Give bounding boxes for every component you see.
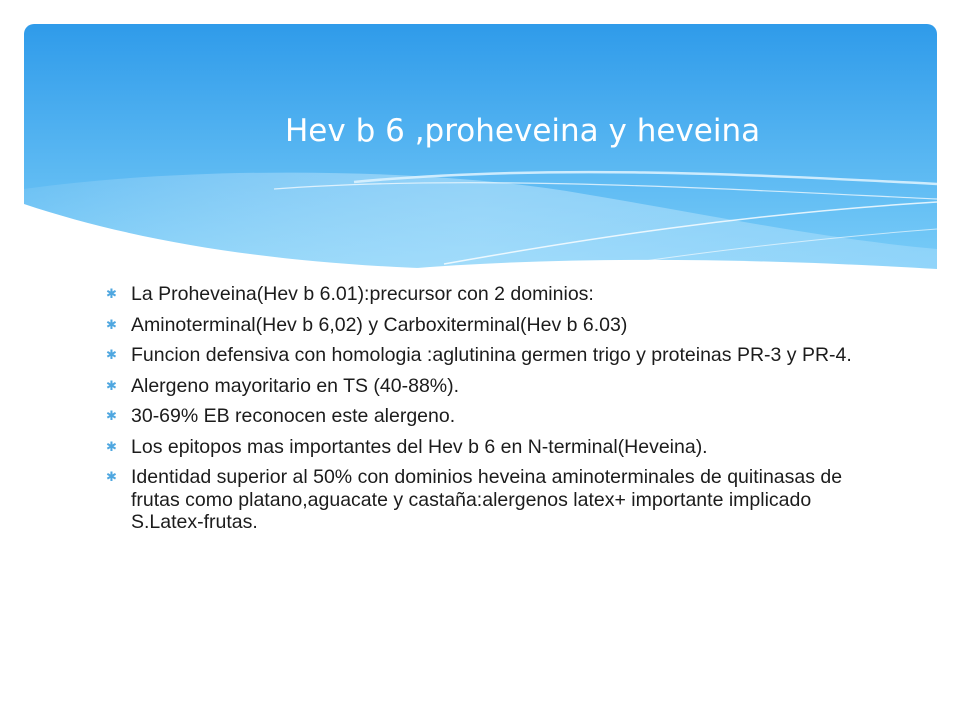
slide-title: Hev b 6 ,proheveina y heveina xyxy=(285,113,761,149)
list-item xyxy=(106,344,886,367)
bullet-text: Los epitopos mas importantes del Hev b 6 en N-terminal(Heveina). xyxy=(131,435,708,458)
bullet-text: La Proheveina(Hev b 6.01):precursor con 2 dominios: xyxy=(131,283,594,305)
asterisk-icon: ✱ xyxy=(106,470,117,485)
list-item xyxy=(106,466,886,534)
list-item xyxy=(106,405,886,428)
bullet-text: 30-69% EB reconocen este alergeno. xyxy=(131,405,456,427)
list-item xyxy=(106,314,886,337)
bullet-text: Alergeno mayoritario en TS (40-88%). xyxy=(131,374,460,397)
list-item xyxy=(106,375,886,398)
asterisk-icon: ✱ xyxy=(106,378,117,394)
bullet-text: Funcion defensiva con homologia :aglutinina germen trigo y proteinas PR-3 y PR-4. xyxy=(131,344,852,366)
asterisk-icon: ✱ xyxy=(106,317,117,333)
list-item xyxy=(106,436,886,459)
asterisk-icon: ✱ xyxy=(106,439,117,455)
list-item xyxy=(106,283,886,306)
asterisk-icon: ✱ xyxy=(106,287,117,302)
asterisk-icon: ✱ xyxy=(106,348,117,363)
bullet-list xyxy=(106,283,886,542)
bullet-text: Identidad superior al 50% con dominios heveina aminoterminales de quitinasas de frutas como platano,aguacate y castaña:alergenos latex+ importante implicado S.Latex-frutas. xyxy=(131,466,843,533)
bullet-text: Aminoterminal(Hev b 6,02) y Carboxiterminal(Hev b 6.03) xyxy=(131,313,628,336)
asterisk-icon: ✱ xyxy=(106,409,117,424)
